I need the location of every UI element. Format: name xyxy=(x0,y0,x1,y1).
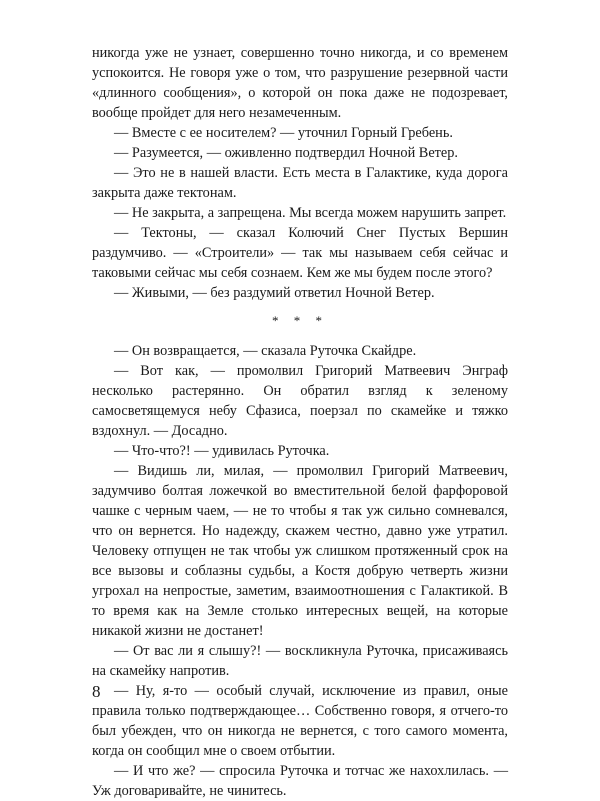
paragraph: — Вот как, — промолвил Григорий Матвеевич Энграф несколько растерянно. Он обратил взгляд к зеленому самосветящемуся небу Сфазиса, поерзал по скамейке и тяжко вздохнул. — Досадно. xyxy=(92,363,508,439)
paragraph: — От вас ли я слышу?! — воскликнула Руточка, присаживаясь на скамейку напротив. xyxy=(92,643,508,679)
paragraph: — Разумеется, — оживленно подтвердил Ночной Ветер. xyxy=(114,145,458,161)
paragraph-continuation: никогда уже не узнает, совершенно точно никогда, и со временем успокоится. Не говоря уже о том, что разрушение резервной части «длинного сообщения», о которой он пока даже не подозревает, вообще пройдет для него незамеченным. xyxy=(92,45,508,121)
page-number: 8 xyxy=(92,682,101,701)
paragraph: — Живыми, — без раздумий ответил Ночной Ветер. xyxy=(114,285,435,301)
paragraph: — Тектоны, — сказал Колючий Снег Пустых Вершин раздумчиво. — «Строители» — так мы называем себя сейчас и таковыми сейчас мы себя сознаем. Кем же мы будем после этого? xyxy=(92,225,508,281)
paragraph: — Что-что?! — удивилась Руточка. xyxy=(114,443,330,459)
paragraph: — Видишь ли, милая, — промолвил Григорий Матвеевич, задумчиво болтая ложечкой во вместительной белой фарфоровой чашке с черным чаем, — не то чтобы я так уж сильно сомневался, что он вернется. Но надежду, скажем честно, давно уже утратил. Человеку отпущен не так чтобы уж слишком протяженный срок на все вызовы и соблазны судьбы, а Костя добрую четверть жизни угрохал на непростые, заметим, взаимоотношения с Галактикой. В то время как на Земле столько интересных вещей, на которые никакой жизни не достанет! xyxy=(92,463,508,639)
paragraph: — Не закрыта, а запрещена. Мы всегда можем нарушить запрет. xyxy=(114,205,507,221)
text-block-1 xyxy=(92,43,508,303)
section-separator: * * * xyxy=(272,313,328,328)
paragraph: — Ну, я-то — особый случай, исключение из правил, оные правила только подтверждающее… Собственно говоря, я отчего-то был убежден, что он никогда не вернется, с того самого момента, когда он сообщил мне о своем отбытии. xyxy=(92,683,508,759)
paragraph: — И что же? — спросила Руточка и тотчас же нахохлилась. — Уж договаривайте, не чинитесь. xyxy=(92,763,508,799)
paragraph: — Это не в нашей власти. Есть места в Галактике, куда дорога закрыта даже тектонам. xyxy=(92,165,508,201)
paragraph: — Он возвращается, — сказала Руточка Скайдре. xyxy=(114,343,417,359)
text-block-2 xyxy=(92,341,508,801)
paragraph: — Вместе с ее носителем? — уточнил Горный Гребень. xyxy=(114,125,453,141)
